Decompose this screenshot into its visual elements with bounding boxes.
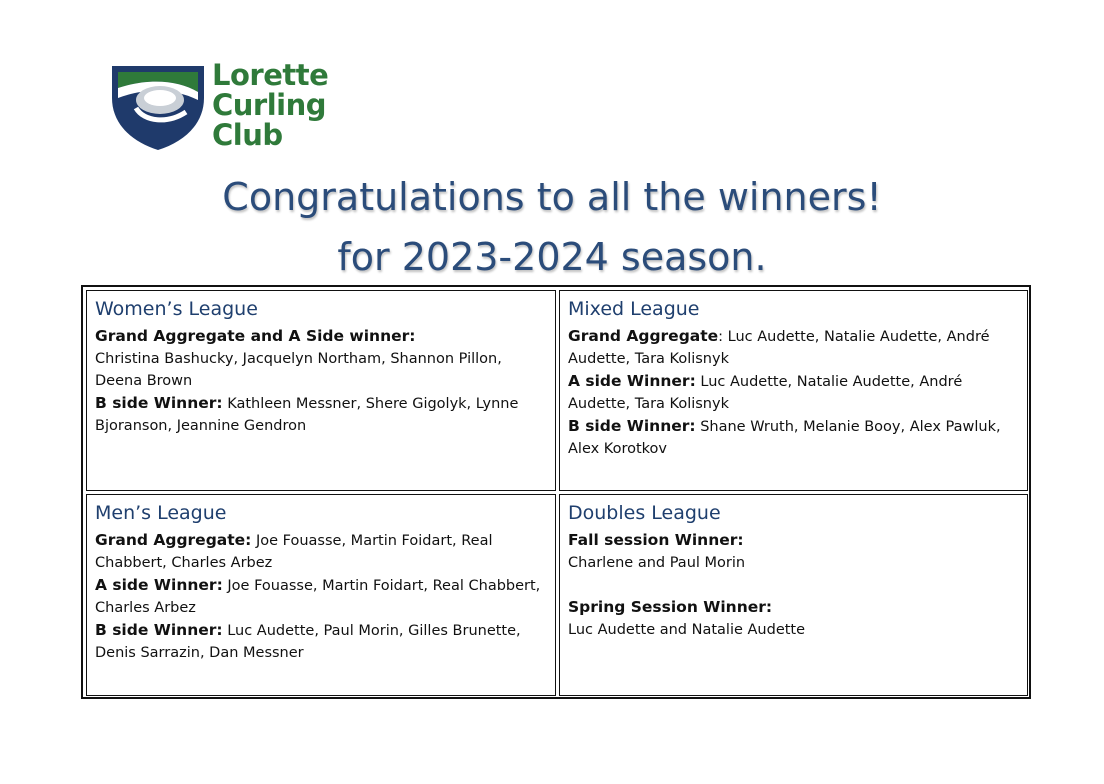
winner-names: Luc Audette and Natalie Audette	[568, 622, 806, 638]
spacer	[568, 574, 1019, 596]
winner-entry	[568, 370, 1019, 415]
winner-names: : Luc Audette, Natalie Audette, André Audette, Tara Kolisnyk	[568, 329, 990, 367]
winner-label: A side Winner:	[568, 372, 696, 390]
womens-league-cell	[86, 290, 556, 491]
winner-entry	[95, 325, 547, 392]
winner-names: Joe Fouasse, Martin Foidart, Real Chabbert, Charles Arbez	[95, 533, 493, 571]
winner-label: B side Winner:	[95, 394, 223, 412]
winner-label: Grand Aggregate:	[95, 531, 252, 549]
curling-shield-icon	[108, 58, 208, 154]
league-heading: Doubles League	[568, 502, 721, 524]
winner-names: Shane Wruth, Melanie Booy, Alex Pawluk, Alex Korotkov	[568, 419, 1001, 457]
league-heading: Mixed League	[568, 298, 700, 320]
winner-entry	[568, 596, 1019, 641]
winner-entry	[95, 574, 547, 619]
winner-entry	[95, 619, 547, 664]
winner-label: Grand Aggregate and A Side winner:	[95, 327, 416, 345]
winner-entry	[95, 392, 547, 437]
league-heading: Men’s League	[95, 502, 227, 524]
winner-label: B side Winner:	[568, 417, 696, 435]
page-title-line2: for 2023-2024 season.	[337, 235, 767, 279]
winner-names: Luc Audette, Natalie Audette, André Audette, Tara Kolisnyk	[568, 374, 963, 412]
mens-league-cell	[86, 494, 556, 696]
logo-line: Club	[212, 118, 283, 152]
mixed-league-cell	[559, 290, 1028, 491]
winner-entry	[95, 529, 547, 574]
winner-label: A side Winner:	[95, 576, 223, 594]
winner-label: B side Winner:	[95, 621, 223, 639]
winner-label: Grand Aggregate	[568, 327, 719, 345]
winner-names: Charlene and Paul Morin	[568, 555, 746, 571]
winner-names: Kathleen Messner, Shere Gigolyk, Lynne Bjoranson, Jeannine Gendron	[95, 396, 519, 434]
winner-label: Spring Session Winner:	[568, 598, 773, 616]
winner-entry	[568, 529, 1019, 574]
logo-line: Lorette	[212, 58, 329, 92]
winner-names: Christina Bashucky, Jacquelyn Northam, Shannon Pillon, Deena Brown	[95, 351, 502, 389]
logo-wordmark	[212, 60, 328, 150]
winner-label: Fall session Winner:	[568, 531, 744, 549]
winners-table	[81, 285, 1031, 699]
page-title-line1: Congratulations to all the winners!	[222, 175, 882, 219]
winner-names: Joe Fouasse, Martin Foidart, Real Chabbert, Charles Arbez	[95, 578, 541, 616]
logo-line: Curling	[212, 88, 327, 122]
doubles-league-cell	[559, 494, 1028, 696]
league-heading: Women’s League	[95, 298, 258, 320]
winner-names: Luc Audette, Paul Morin, Gilles Brunette, Denis Sarrazin, Dan Messner	[95, 623, 521, 661]
club-logo	[108, 58, 368, 158]
winner-entry	[568, 325, 1019, 370]
winner-entry	[568, 415, 1019, 460]
